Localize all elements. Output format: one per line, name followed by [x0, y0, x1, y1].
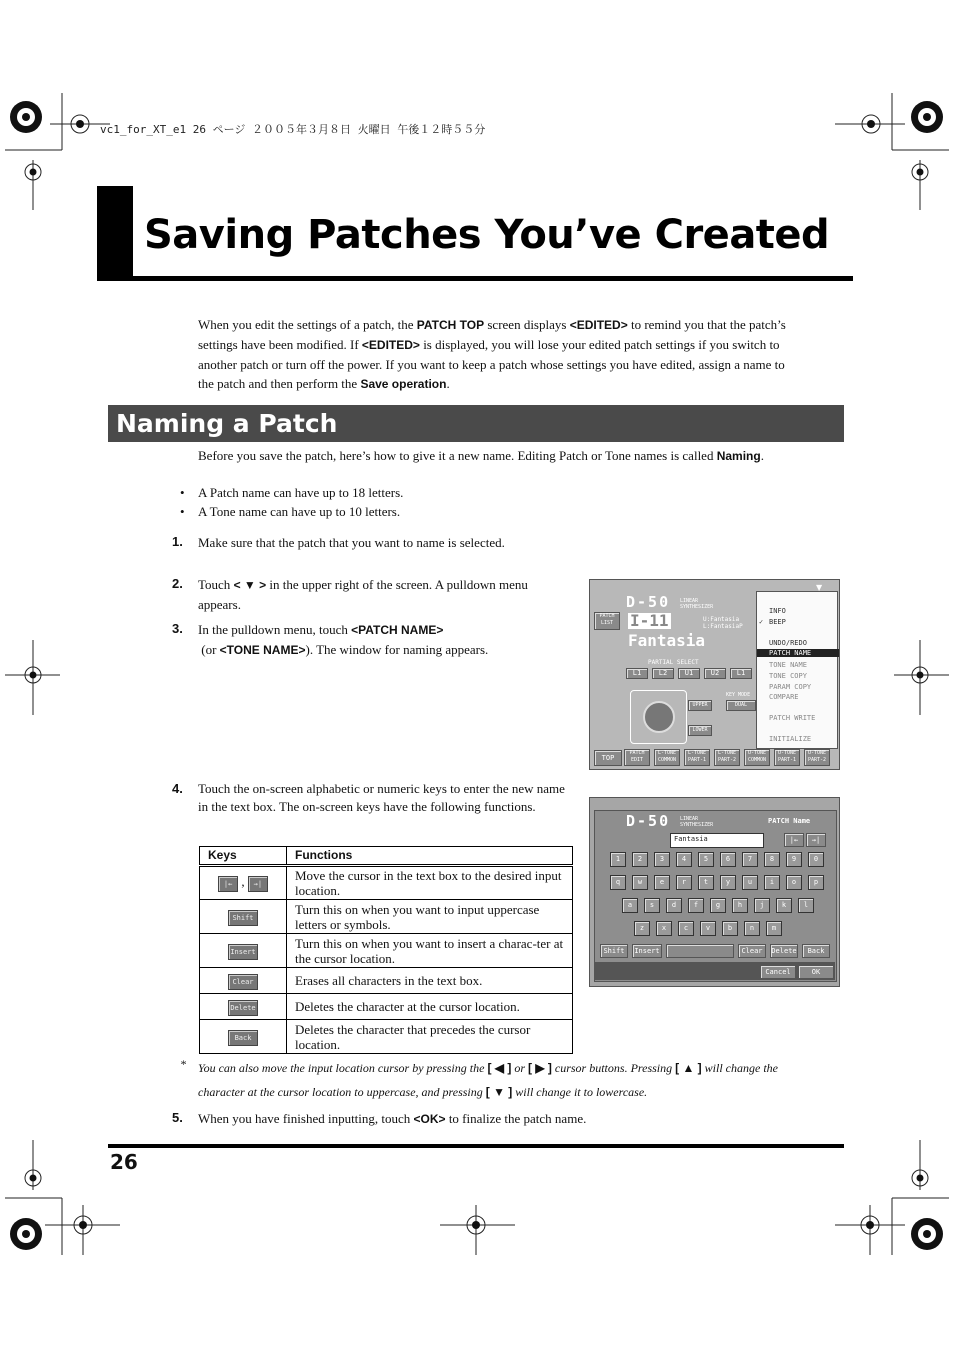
intro-paragraph: When you edit the settings of a patch, the PATCH TOP screen displays <EDITED> to remind you that the patch’s settings have been modified. If <EDITED> is displayed, you will lose your edited patch settings if you switch to another patch or turn off the power. If you want to keep a patch whose settings you have edited, assign a name to the patch and then perform the Save operation.	[198, 317, 786, 391]
table-row	[200, 994, 573, 1020]
key-cell	[200, 900, 287, 934]
ok-button[interactable]: OK	[798, 965, 834, 979]
column-header: Keys	[200, 847, 287, 866]
function-cell: Deletes the character at the cursor location.	[287, 994, 573, 1020]
key-cell	[200, 1020, 287, 1054]
menu-item-info[interactable]: INFO	[769, 607, 786, 615]
partial-button[interactable]: U1	[678, 668, 700, 679]
function-cell: Turn this on when you want to input uppercase letters or symbols.	[287, 900, 573, 934]
function-cell: Erases all characters in the text box.	[287, 968, 573, 994]
key-cell	[200, 866, 287, 900]
table-row	[200, 900, 573, 934]
key-m[interactable]: m	[766, 921, 782, 936]
key-c[interactable]: c	[678, 921, 694, 936]
key-7[interactable]: 7	[742, 852, 758, 867]
print-header: vc1_for_XT_e1 26 ページ ２００５年３月８日 火曜日 午後１２時５５分	[100, 123, 486, 136]
key-5[interactable]: 5	[698, 852, 714, 867]
section-title: Naming a Patch	[116, 409, 338, 438]
d50-logo: D-50	[626, 812, 671, 830]
key-p[interactable]: p	[808, 875, 824, 890]
key-4[interactable]: 4	[676, 852, 692, 867]
footer-rule	[108, 1144, 844, 1148]
cursor-left-key: |←	[218, 876, 238, 892]
tab-patch-edit[interactable]: PATCH EDIT	[624, 749, 650, 766]
patch-name-screenshot	[589, 797, 840, 987]
upper-button[interactable]: UPPER	[688, 700, 712, 711]
key-u[interactable]: u	[742, 875, 758, 890]
page-number: 26	[110, 1150, 138, 1174]
back-key: Back	[228, 1030, 258, 1046]
tab-u-tone-part-1[interactable]: U-TONE PART-1	[774, 749, 800, 766]
note-text: You can also move the input location cursor by pressing the [ ◀ ] or [ ▶ ] cursor buttons. Pressing [ ▲ ] will change the character at the cursor location to uppercase, and pressing [ ▼ ] will change it to lowercase.	[198, 1061, 778, 1099]
tab-u-tone-common[interactable]: U-TONE COMMON	[744, 749, 770, 766]
partial-button[interactable]: L1	[730, 668, 752, 679]
clear-key: Clear	[228, 974, 258, 990]
cursor-right-button[interactable]: →|	[806, 833, 826, 847]
key-e[interactable]: e	[654, 875, 670, 890]
key-1[interactable]: 1	[610, 852, 626, 867]
page-title: Saving Patches You’ve Created	[144, 212, 830, 258]
key-q[interactable]: q	[610, 875, 626, 890]
delete-key: Delete	[228, 1000, 258, 1016]
key-g[interactable]: g	[710, 898, 726, 913]
menu-item-patch-write[interactable]: PATCH WRITE	[769, 714, 816, 722]
key-0[interactable]: 0	[808, 852, 824, 867]
upper-tone: U:Fantasia	[703, 616, 740, 623]
menu-item-param-copy[interactable]: PARAM COPY	[769, 683, 812, 691]
key-mode-label: KEY MODE	[726, 692, 751, 698]
tab-l-tone-part-2[interactable]: L-TONE PART-2	[714, 749, 740, 766]
function-cell: Turn this on when you want to insert a charac-ter at the cursor location.	[287, 934, 573, 968]
key-3[interactable]: 3	[654, 852, 670, 867]
shift-button[interactable]: Shift	[600, 944, 628, 958]
name-text-box[interactable]	[670, 833, 764, 848]
patch-name: Fantasia	[628, 631, 706, 650]
partial-button[interactable]: L1	[626, 668, 648, 679]
function-cell: Deletes the character that precedes the cursor location.	[287, 1020, 573, 1054]
menu-item-tone-name[interactable]: TONE NAME	[769, 661, 807, 669]
tab-top[interactable]: TOP	[594, 750, 622, 766]
step-text: Make sure that the patch that you want to name is selected.	[198, 535, 505, 550]
title-rule	[97, 276, 853, 281]
d50-logo: D-50	[626, 593, 671, 611]
bullet-item: •	[180, 504, 185, 519]
lower-button[interactable]: LOWER	[688, 725, 712, 736]
insert-button[interactable]: Insert	[632, 944, 662, 958]
table-header-row	[200, 847, 573, 866]
key-2[interactable]: 2	[632, 852, 648, 867]
key-y[interactable]: y	[720, 875, 736, 890]
key-6[interactable]: 6	[720, 852, 736, 867]
key-s[interactable]: s	[644, 898, 660, 913]
key-d[interactable]: d	[666, 898, 682, 913]
step-number: 5.	[172, 1110, 183, 1125]
logo-subtitle: LINEAR SYNTHESIZER	[680, 816, 714, 828]
bullet-item: •	[180, 485, 185, 500]
key-t[interactable]: t	[698, 875, 714, 890]
table-row	[200, 934, 573, 968]
patch-number: I-11	[630, 611, 669, 630]
key-cell	[200, 994, 287, 1020]
step-number: 3.	[172, 621, 183, 636]
step-text: Touch < ▼ > in the upper right of the screen. A pulldown menu appears.	[198, 577, 528, 612]
key-k[interactable]: k	[776, 898, 792, 913]
key-r[interactable]: r	[676, 875, 692, 890]
menu-item-undo-redo[interactable]: UNDO/REDO	[769, 639, 807, 647]
tab-l-tone-common[interactable]: L-TONE COMMON	[654, 749, 680, 766]
key-n[interactable]: n	[744, 921, 760, 936]
cancel-button[interactable]: Cancel	[760, 965, 796, 979]
keys-table	[199, 846, 573, 1054]
key-l[interactable]: l	[798, 898, 814, 913]
joystick-knob[interactable]	[643, 701, 675, 733]
key-9[interactable]: 9	[786, 852, 802, 867]
lower-tone: L:FantasiaP	[703, 623, 743, 630]
partial-button[interactable]: U2	[704, 668, 726, 679]
cursor-right-key: →|	[248, 876, 268, 892]
clear-button[interactable]: Clear	[738, 944, 766, 958]
key-o[interactable]: o	[786, 875, 802, 890]
menu-item-tone-copy[interactable]: TONE COPY	[769, 672, 807, 680]
key-8[interactable]: 8	[764, 852, 780, 867]
patch-list-button[interactable]: PATCH LIST	[594, 612, 620, 630]
name-text-value: Fantasia	[674, 835, 708, 843]
step-number: 1.	[172, 534, 183, 549]
tab-bar	[592, 747, 837, 767]
key-w[interactable]: w	[632, 875, 648, 890]
tab-u-tone-part-2[interactable]: U-TONE PART-2	[804, 749, 830, 766]
insert-key: Insert	[228, 944, 258, 960]
table-row	[200, 1020, 573, 1054]
patch-top-screenshot	[589, 579, 840, 770]
key-i[interactable]: i	[764, 875, 780, 890]
key-cell	[200, 934, 287, 968]
cursor-left-button[interactable]: |←	[784, 833, 804, 847]
menu-item-beep[interactable]: BEEP	[769, 618, 786, 626]
window-title: PATCH Name	[768, 817, 811, 825]
menu-item-compare[interactable]: COMPARE	[769, 693, 799, 701]
partial-button[interactable]: L2	[652, 668, 674, 679]
pulldown-arrow-icon[interactable]: ▼	[816, 583, 823, 592]
step-number: 2.	[172, 576, 183, 591]
section-lead: Before you save the patch, here’s how to give it a new name. Editing Patch or Tone names is called Naming.	[198, 448, 764, 463]
step-text: In the pulldown menu, touch <PATCH NAME> (or <TONE NAME>). The window for naming appears.	[198, 622, 489, 657]
table-row	[200, 866, 573, 900]
key-mode-value[interactable]: DUAL	[726, 700, 756, 711]
key-separator: ,	[241, 874, 245, 889]
step-number: 4.	[172, 781, 183, 796]
bullet-text: A Tone name can have up to 10 letters.	[198, 504, 401, 519]
key-b[interactable]: b	[722, 921, 738, 936]
function-cell: Move the cursor in the text box to the desired input location.	[287, 866, 573, 900]
column-header: Functions	[287, 847, 573, 866]
pulldown-menu[interactable]	[756, 591, 838, 749]
back-button[interactable]: Back	[802, 944, 830, 958]
key-a[interactable]: a	[622, 898, 638, 913]
step-text: Touch the on-screen alphabetic or numeric keys to enter the new name in the text box. The on-screen keys have the following functions.	[198, 781, 565, 814]
logo-subtitle: LINEAR SYNTHESIZER	[680, 598, 714, 610]
step-text: When you have finished inputting, touch <OK> to finalize the patch name.	[198, 1111, 587, 1126]
key-f[interactable]: f	[688, 898, 704, 913]
table-row	[200, 968, 573, 994]
bullet-text: A Patch name can have up to 18 letters.	[198, 485, 404, 500]
key-v[interactable]: v	[700, 921, 716, 936]
note-marker: *	[180, 1057, 186, 1071]
key-j[interactable]: j	[754, 898, 770, 913]
key-z[interactable]: z	[634, 921, 650, 936]
menu-item-patch-name[interactable]: PATCH NAME	[757, 649, 840, 657]
menu-item-initialize[interactable]: INITIALIZE	[769, 735, 812, 743]
key-x[interactable]: x	[656, 921, 672, 936]
shift-key: Shift	[228, 910, 258, 926]
key-cell	[200, 968, 287, 994]
tab-l-tone-part-1[interactable]: L-TONE PART-1	[684, 749, 710, 766]
space-button[interactable]	[666, 944, 734, 958]
check-icon: ✓	[759, 618, 764, 626]
delete-button[interactable]: Delete	[770, 944, 798, 958]
partial-select-label: PARTIAL SELECT	[648, 659, 699, 666]
key-h[interactable]: h	[732, 898, 748, 913]
title-block	[97, 186, 133, 280]
